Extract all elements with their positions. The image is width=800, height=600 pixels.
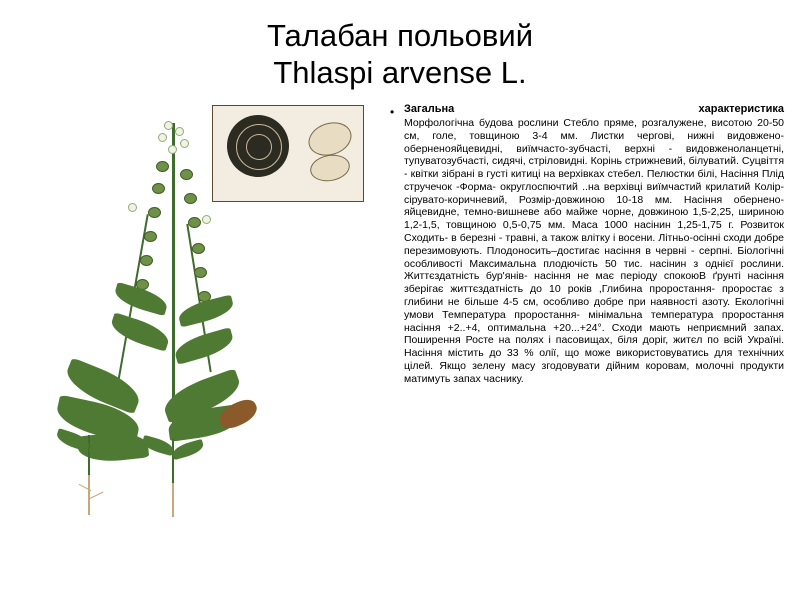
silicle-icon	[184, 193, 197, 204]
silicle-icon	[188, 217, 201, 228]
silicle-icon	[194, 267, 207, 278]
bullet-content	[404, 103, 784, 385]
section-heading-right: характеристика	[698, 103, 784, 116]
seed-pod-ring-inner-icon	[246, 134, 272, 160]
title-ukrainian: Талабан польовий	[266, 18, 534, 53]
taproot	[88, 475, 90, 515]
silicle-icon	[192, 243, 205, 254]
flower-icon	[202, 215, 211, 224]
silicle-icon	[156, 161, 169, 172]
root-hair	[89, 492, 104, 500]
flower-icon	[175, 127, 184, 136]
stem-leaf	[108, 312, 172, 351]
text-column	[390, 103, 800, 385]
silicle-icon	[140, 255, 153, 266]
illustration-column	[0, 103, 390, 523]
title-latin: Thlaspi arvense L.	[273, 54, 527, 90]
page-title	[0, 0, 800, 91]
flower-icon	[180, 139, 189, 148]
flower-icon	[168, 145, 177, 154]
seedling-2-leaf	[171, 439, 205, 460]
flower-icon	[128, 203, 137, 212]
thlaspi-arvense-botanical-illustration	[22, 103, 382, 523]
seedling-2-stem	[172, 439, 174, 485]
taproot-2	[172, 483, 174, 517]
silicle-icon	[152, 183, 165, 194]
section-heading-left: Загальна	[404, 103, 455, 116]
bullet-item	[390, 103, 784, 385]
silicle-icon	[148, 207, 161, 218]
flower-icon	[158, 133, 167, 142]
bullet-glyph: •	[390, 105, 395, 120]
stem-leaf	[176, 295, 235, 328]
seedling-stem	[88, 435, 90, 477]
silicle-icon	[144, 231, 157, 242]
main-stem	[172, 123, 175, 423]
description-paragraph: Морфологічна будова рослини Стебло пряме, розгалужене, висотою 20-50 см, голе, товщиною 3-4 мм. Листки чергові, нижні видовжено-оберненояйцевидні, виїмчасто-зубчасті, верхні - видовженоланцетні, тупуватозубчасті, сидячі, стріловидні. Корінь стрижневий, білуватий. Суцвіття - квітки зібрані в густі китиці на верхівках стебел. Пелюстки білі, Насіння Плід стручечок -Форма- округлоспючтий ..на верхівці виїмчастий крилатий Колір- сірувато-коричневий, Розмір-довжиною 10-18 мм. Насіння обернено-яйцевидне, темно-вишневе або майже чорне, довжиною 1,5-2,25, шириною 1,2-1,5, товщиною 0,5-0,75 мм. Маса 1000 насінин 1,25-1,75 г. Розвиток Сходить- в березні - травні, а також влітку і восени. Літньо-осінні сходи добре перезимовують. Плодоносить–достигає насіння в червні - серпні. Біологічні особливості Максимальна плодючість 50 тис. насінин з однієї рослини. Життєздатність бур'янів- насіння не має періоду спокоюВ ґрунті насіння зберігає життєздатність до 10 років ,Глибина проростання- проростає з глибини не більше 4-5 см, особливо добре при наявності азоту. Екологічні умови Температура проростання- мінімальна температура проростання насіння +2..+4, оптимальна +20...+24°. Сходи мають неприємний запах. Поширення Росте на полях і пасовищах, біля доріг, житєл по всій Україні. Насіння містить до 33 % олії, що може використовуватись для технічних цілей. Якщо зелену масу згодовувати дійним коровам, молочні продукти матимуть запах часнику.	[404, 116, 784, 385]
section-heading	[404, 103, 784, 117]
silicle-icon	[180, 169, 193, 180]
content-row	[0, 103, 800, 523]
